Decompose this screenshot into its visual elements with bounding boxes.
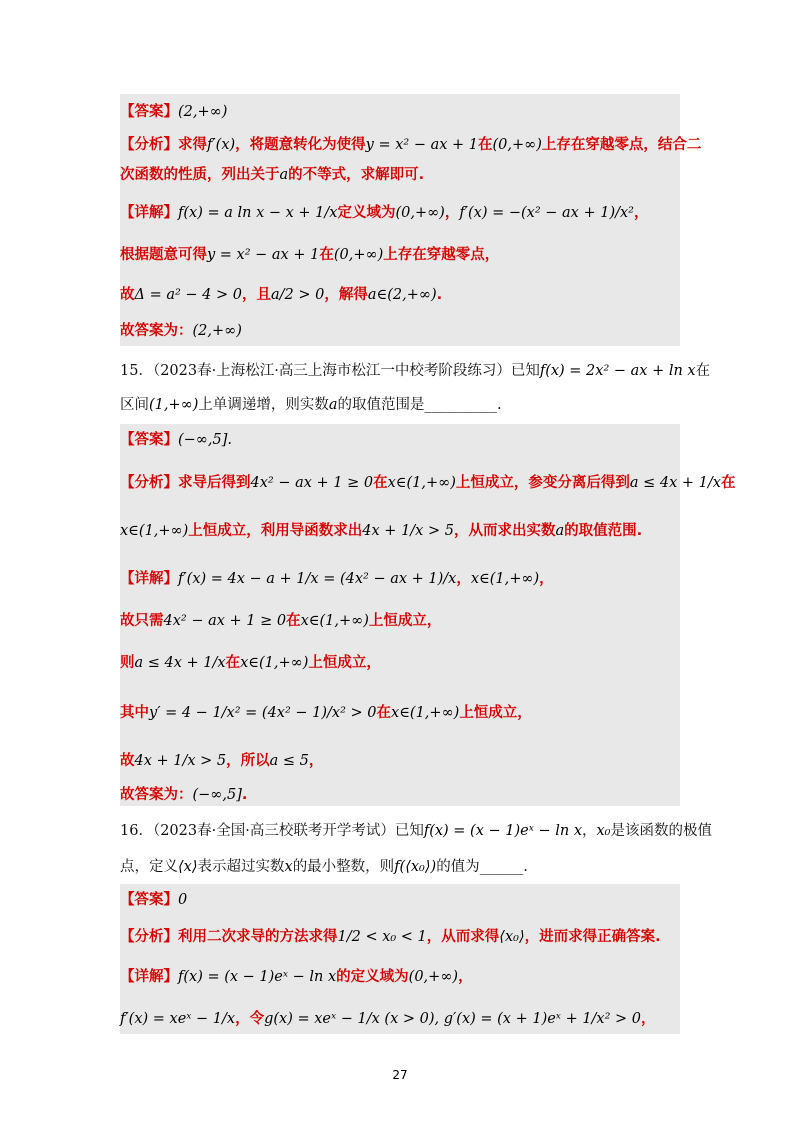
answer-value: 0 [178,892,188,908]
math: x [284,859,293,875]
analysis-line-2 [120,520,690,542]
math: a [328,397,338,413]
text: 上恒成立， [459,705,532,721]
text: 点，定义 [120,859,178,875]
math: (−∞,5] [192,787,242,803]
analysis-tag: 【分析】 [120,475,178,491]
text: ，解得 [324,287,368,303]
text: 次函数的性质，列出关于 [120,167,280,183]
math: y = x² − ax + 1 [207,247,320,263]
math: a [279,167,289,183]
text: ， [456,571,471,587]
detail-line-2 [120,610,690,632]
text: 的最小整数，则 [292,859,395,875]
answer-line [120,888,690,911]
question-source: （2023春·全国·高三校联考开学考试）已知 [152,823,424,839]
text: 的不等式，求解即可. [288,167,425,183]
text: 根据题意可得 [120,247,207,263]
analysis-tag: 【分析】 [120,929,178,945]
text: 故 [120,753,135,769]
text: 在 [373,475,388,491]
text: 在 [376,705,392,721]
math: ⟨x⟩ [178,859,198,875]
text: 的值为 [436,859,480,875]
text: 则 [120,655,135,671]
detail-line-3 [120,284,690,306]
answer-tag: 【答案】 [120,432,178,448]
analysis-line-1 [120,472,736,494]
math: a ≤ 4x + 1/x [629,475,721,491]
math: f(x) = (x − 1)eˣ − ln x [178,969,337,985]
text: 求导后得到 [178,475,251,491]
text: ， [458,969,473,985]
text: 是该函数的极值 [610,823,712,839]
analysis-tag: 【分析】 [120,137,178,153]
detail-line-2 [120,1008,690,1030]
math: (0,+∞) [333,247,384,263]
math: x∈(1,+∞) [387,475,456,491]
math: ⟨x₀⟩ [499,929,525,945]
text: 故答案为： [120,787,193,803]
text: ，将题意转化为使得 [235,137,366,153]
question-15-line-2 [120,394,690,416]
text: . [497,397,502,413]
answer-blank: ______ [479,859,524,875]
text: 在 [695,363,711,379]
text: . [436,287,443,303]
question-number: 15． [120,363,153,379]
math: 4x + 1/x > 5 [134,753,227,769]
answer-tag: 【答案】 [120,892,178,908]
math: a/2 > 0 [270,287,325,303]
text: ，从而求出实数 [453,523,556,539]
answer-line [120,100,690,123]
text: 在 [720,475,736,491]
page-number: 27 [392,1068,408,1082]
text: ， [308,753,324,769]
final-answer-line [120,784,690,806]
text: 的取值范围是 [337,397,425,413]
text: 上恒成立，参变分离后得到 [455,475,630,491]
math: (1,+∞) [149,397,199,413]
math: (0,+∞) [492,137,542,153]
text: 故 [120,287,135,303]
text: 上存在穿越零点，结合二 [541,137,702,153]
analysis-line-1 [120,134,702,156]
detail-line-1 [120,966,690,988]
detail-line-4 [120,702,690,724]
text: 故答案为： [120,323,193,339]
math: 4x² − ax + 1 ≥ 0 [163,613,287,629]
math: a ≤ 4x + 1/x [134,655,226,671]
analysis-line [120,926,690,948]
math: f(⟨x₀⟩) [394,859,437,875]
final-answer-line [120,320,690,342]
text: 在 [478,137,493,153]
math: x∈(1,+∞) [300,613,369,629]
answer-value: (2,+∞) [178,104,228,120]
question-15-line-1 [120,360,711,382]
math: f′(x) = −(x² − ax + 1)/x² [459,205,634,221]
detail-tag: 【详解】 [120,571,178,587]
text: 上单调递增，则实数 [198,397,329,413]
math: 1/2 < x₀ < 1 [337,929,427,945]
text: ， [582,823,597,839]
text: ，令 [235,1011,265,1027]
detail-line-1 [120,202,690,224]
text: 定义域为 [337,205,396,221]
answer-line [120,428,690,451]
math: a∈(2,+∞) [367,287,437,303]
detail-line-2 [120,244,690,266]
analysis-line-2 [120,164,690,186]
math: 4x² − ax + 1 ≥ 0 [250,475,374,491]
math: f′(x) = xeˣ − 1/x [120,1011,236,1027]
text: 在 [319,247,334,263]
detail-tag: 【详解】 [120,205,178,221]
text: 的定义域为 [336,969,409,985]
math: y = x² − ax + 1 [365,137,478,153]
question-number: 16． [120,823,153,839]
math: f(x) = a ln x − x + 1/x [178,205,338,221]
question-16-line-1 [120,820,712,842]
text: ，从而求得 [426,929,500,945]
math: x∈(1,+∞) [470,571,540,587]
text: 区间 [120,397,149,413]
text: 故只需 [120,613,164,629]
math: (2,+∞) [192,323,242,339]
question-source: （2023春·上海松江·高三上海市松江一中校考阶段练习）已知 [152,363,540,379]
text: ， [633,205,649,221]
math: Δ = a² − 4 > 0 [134,287,242,303]
math: x∈(1,+∞) [240,655,309,671]
text: 其中 [120,705,149,721]
math: 4x + 1/x > 5 [362,523,454,539]
math: (0,+∞) [395,205,445,221]
text: 上恒成立，利用导函数求出 [188,523,363,539]
math: f(x) = 2x² − ax + ln x [539,363,696,379]
math: a [555,523,565,539]
answer-tag: 【答案】 [120,104,178,120]
detail-line-1 [120,568,690,590]
math: f(x) = (x − 1)eˣ − ln x [423,823,582,839]
math: x∈(1,+∞) [120,523,189,539]
math: g(x) = xeˣ − 1/x (x > 0), g′(x) = (x + 1)eˣ + 1/x² > 0 [264,1011,642,1027]
answer-value: (−∞,5]. [178,432,232,448]
math: y′ = 4 − 1/x² = (4x² − 1)/x² > 0 [149,705,377,721]
answer-blank: __________ [424,397,498,413]
math: x∈(1,+∞) [391,705,460,721]
text: 表示超过实数 [197,859,285,875]
text: 上恒成立， [308,655,381,671]
detail-line-5 [120,750,690,772]
text: ，所以 [226,753,270,769]
text: ， [444,205,460,221]
math: f′(x) = 4x − a + 1/x = (4x² − ax + 1)/x [178,571,457,587]
math: a ≤ 5 [269,753,309,769]
text: ， [539,571,554,587]
text: . [523,859,528,875]
math: (0,+∞) [408,969,459,985]
text: ，进而求得正确答案. [524,929,661,945]
text: 在 [286,613,301,629]
math: f′(x) [207,137,236,153]
text: . [241,787,248,803]
text: 的取值范围. [564,523,643,539]
detail-tag: 【详解】 [120,969,178,985]
text: ，且 [241,287,271,303]
text: 在 [225,655,241,671]
text: 求得 [178,137,207,153]
text: 上恒成立， [368,613,442,629]
question-16-line-2 [120,856,690,878]
text: 上存在穿越零点， [383,247,500,263]
text: ， [641,1011,656,1027]
detail-line-3 [120,652,690,674]
text: 利用二次求导的方法求得 [178,929,338,945]
math: x₀ [596,823,611,839]
